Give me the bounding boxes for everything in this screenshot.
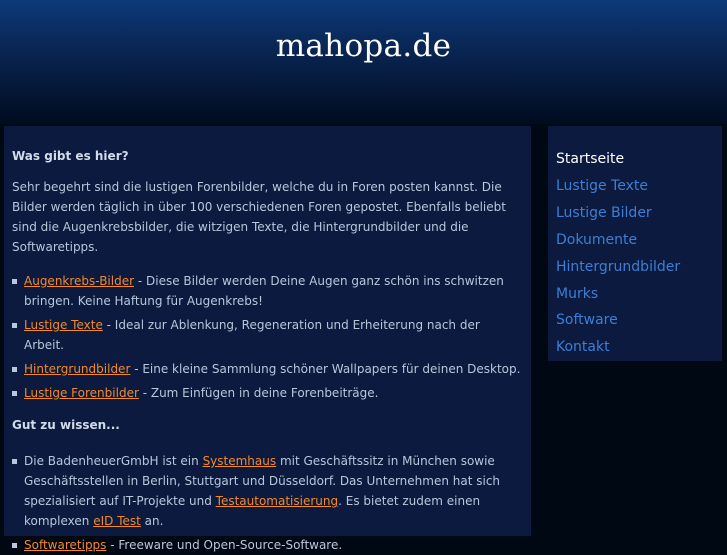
site-logo[interactable]: mahopa.de: [275, 28, 452, 64]
nav-item-startseite[interactable]: Startseite: [556, 151, 625, 167]
feature-list: [12, 271, 523, 403]
list-item: [12, 271, 523, 311]
info-text: an.: [140, 514, 164, 528]
main-content: [4, 126, 531, 552]
link-systemhaus[interactable]: Systemhaus: [202, 454, 277, 468]
link-lustige-forenbilder[interactable]: Lustige Forenbilder: [24, 386, 139, 400]
nav-item-software[interactable]: Software: [556, 312, 618, 329]
section-heading-intro: Was gibt es hier?: [12, 149, 129, 163]
sidebar-nav: [548, 126, 722, 361]
nav-item-dokumente[interactable]: Dokumente: [556, 231, 638, 248]
info-text: Die BadenheuerGmbH ist ein: [24, 454, 203, 468]
nav-item-kontakt[interactable]: Kontakt: [556, 339, 610, 356]
nav-item-lustige-bilder[interactable]: Lustige Bilder: [556, 204, 652, 221]
link-eid-test[interactable]: eID Test: [93, 514, 141, 528]
list-item-text: - Eine kleine Sammlung schöner Wallpapers für deinen Desktop.: [130, 362, 521, 376]
list-item-text: - Diese Bilder werden Deine Augen ganz schön ins schwitzen bringen. Keine Haftung für Augenkrebs!: [24, 274, 504, 308]
list-item: [12, 451, 523, 531]
link-testautomatisierung[interactable]: Testautomatisierung: [215, 494, 339, 508]
info-list: [12, 451, 523, 555]
nav-item-murks[interactable]: Murks: [556, 285, 599, 302]
list-item-text: - Ideal zur Ablenkung, Regeneration und Erheiterung nach der Arbeit.: [24, 318, 480, 352]
info-text: mit Geschäftssitz in München sowie Geschäftsstellen in Berlin, Stuttgart und Düsseldorf. Das Unternehmen hat sich spezialisiert auf IT-Projekte und: [24, 454, 501, 508]
info-text: . Es bietet zudem einen komplexen: [24, 494, 481, 528]
link-softwaretipps[interactable]: Softwaretipps: [24, 538, 107, 552]
link-hintergrundbilder[interactable]: Hintergrundbilder: [24, 362, 131, 376]
page-header: [0, 0, 727, 124]
nav-item-hintergrundbilder[interactable]: Hintergrundbilder: [556, 258, 681, 275]
intro-text: Sehr begehrt sind die lustigen Forenbilder, welche du in Foren posten kannst. Die Bilder werden täglich in über 100 verschiedenen Foren gepostet. Ebenfalls beliebt sind die Augenkrebsbilder, die witzigen Texte, die Hintergrundbilder und die Softwaretipps.: [12, 180, 506, 254]
list-item-text: - Zum Einfügen in deine Forenbeiträge.: [138, 386, 379, 400]
list-item: [12, 315, 523, 355]
link-lustige-texte[interactable]: Lustige Texte: [24, 318, 103, 332]
list-item: [12, 535, 523, 555]
list-item: [12, 383, 523, 403]
nav-item-lustige-texte[interactable]: Lustige Texte: [556, 177, 648, 194]
list-item-text: - Freeware und Open-Source-Software.: [106, 538, 343, 552]
section-heading-info: Gut zu wissen...: [12, 418, 120, 432]
list-item: [12, 359, 523, 379]
link-augenkrebs-bilder[interactable]: Augenkrebs-Bilder: [24, 274, 135, 288]
